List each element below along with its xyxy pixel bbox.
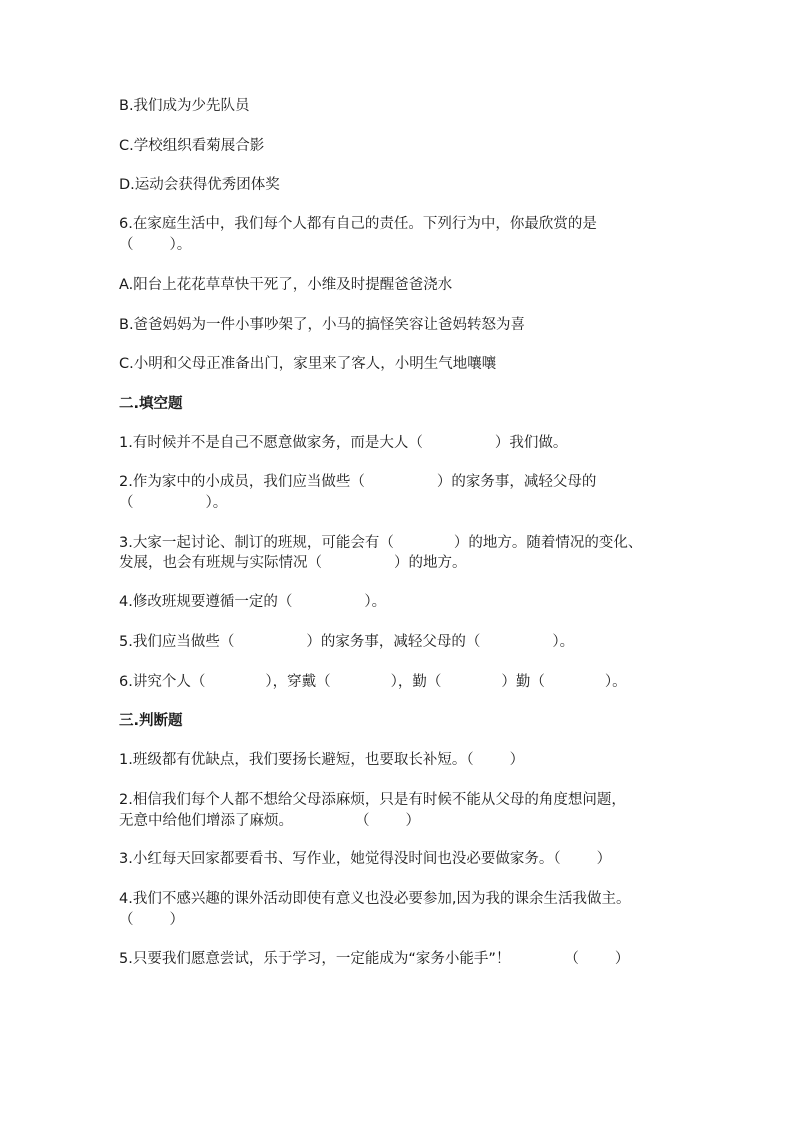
fill-item-3-cont: 发展，也会有班规与实际情况（ ）的地方。	[119, 555, 467, 571]
judge-item-4: 4.我们不感兴趣的课外活动即使有意义也没必要参加,因为我的课余生活我做主。	[119, 891, 631, 907]
judge-item-4-cont: （ ）	[119, 912, 184, 928]
fill-item-1: 1.有时候并不是自己不愿意做家务，而是大人（ ）我们做。	[119, 435, 568, 451]
judge-item-3: 3.小红每天回家都要看书、写作业，她觉得没时间也没必要做家务。（ ）	[119, 851, 612, 867]
option-b: B.我们成为少先队员	[119, 98, 250, 114]
fill-item-3: 3.大家一起讨论、制订的班规，可能会有（ ）的地方。随着情况的变化、	[119, 535, 643, 551]
question-6-option-a: A.阳台上花花草草快干死了，小维及时提醒爸爸浇水	[119, 277, 453, 293]
question-6-option-b: B.爸爸妈妈为一件小事吵架了，小马的搞怪笑容让爸妈转怒为喜	[119, 317, 526, 333]
fill-item-5: 5.我们应当做些（ ）的家务事，减轻父母的（ ）。	[119, 634, 575, 650]
question-6-stem: 6.在家庭生活中，我们每个人都有自己的责任。下列行为中，你最欣赏的是	[119, 216, 597, 232]
judge-item-1: 1.班级都有优缺点，我们要扬长避短，也要取长补短。（ ）	[119, 752, 525, 768]
question-6-option-c: C.小明和父母正准备出门，家里来了客人，小明生气地嚷嚷	[119, 356, 497, 372]
option-d: D.运动会获得优秀团体奖	[119, 177, 280, 193]
section-fill-blank-title: 二.填空题	[119, 396, 183, 412]
judge-item-2: 2.相信我们每个人都不想给父母添麻烦，只是有时候不能从父母的角度想问题，	[119, 792, 626, 808]
fill-item-2: 2.作为家中的小成员，我们应当做些（ ）的家务事，减轻父母的	[119, 474, 597, 490]
fill-item-6: 6.讲究个人（ ），穿戴（ ），勤（ ）勤（ ）。	[119, 674, 627, 690]
section-true-false-title: 三.判断题	[119, 713, 183, 729]
judge-item-2-cont: 无意中给他们增添了麻烦。 （ ）	[119, 813, 420, 829]
judge-item-5: 5.只要我们愿意尝试，乐于学习，一定能成为“家务小能手”！ （ ）	[119, 951, 630, 967]
question-6-answer-blank: （ ）。	[119, 237, 192, 253]
fill-item-4: 4.修改班规要遵循一定的（ ）。	[119, 594, 387, 610]
option-c: C.学校组织看菊展合影	[119, 138, 265, 154]
fill-item-2-cont: （ ）。	[119, 495, 228, 511]
